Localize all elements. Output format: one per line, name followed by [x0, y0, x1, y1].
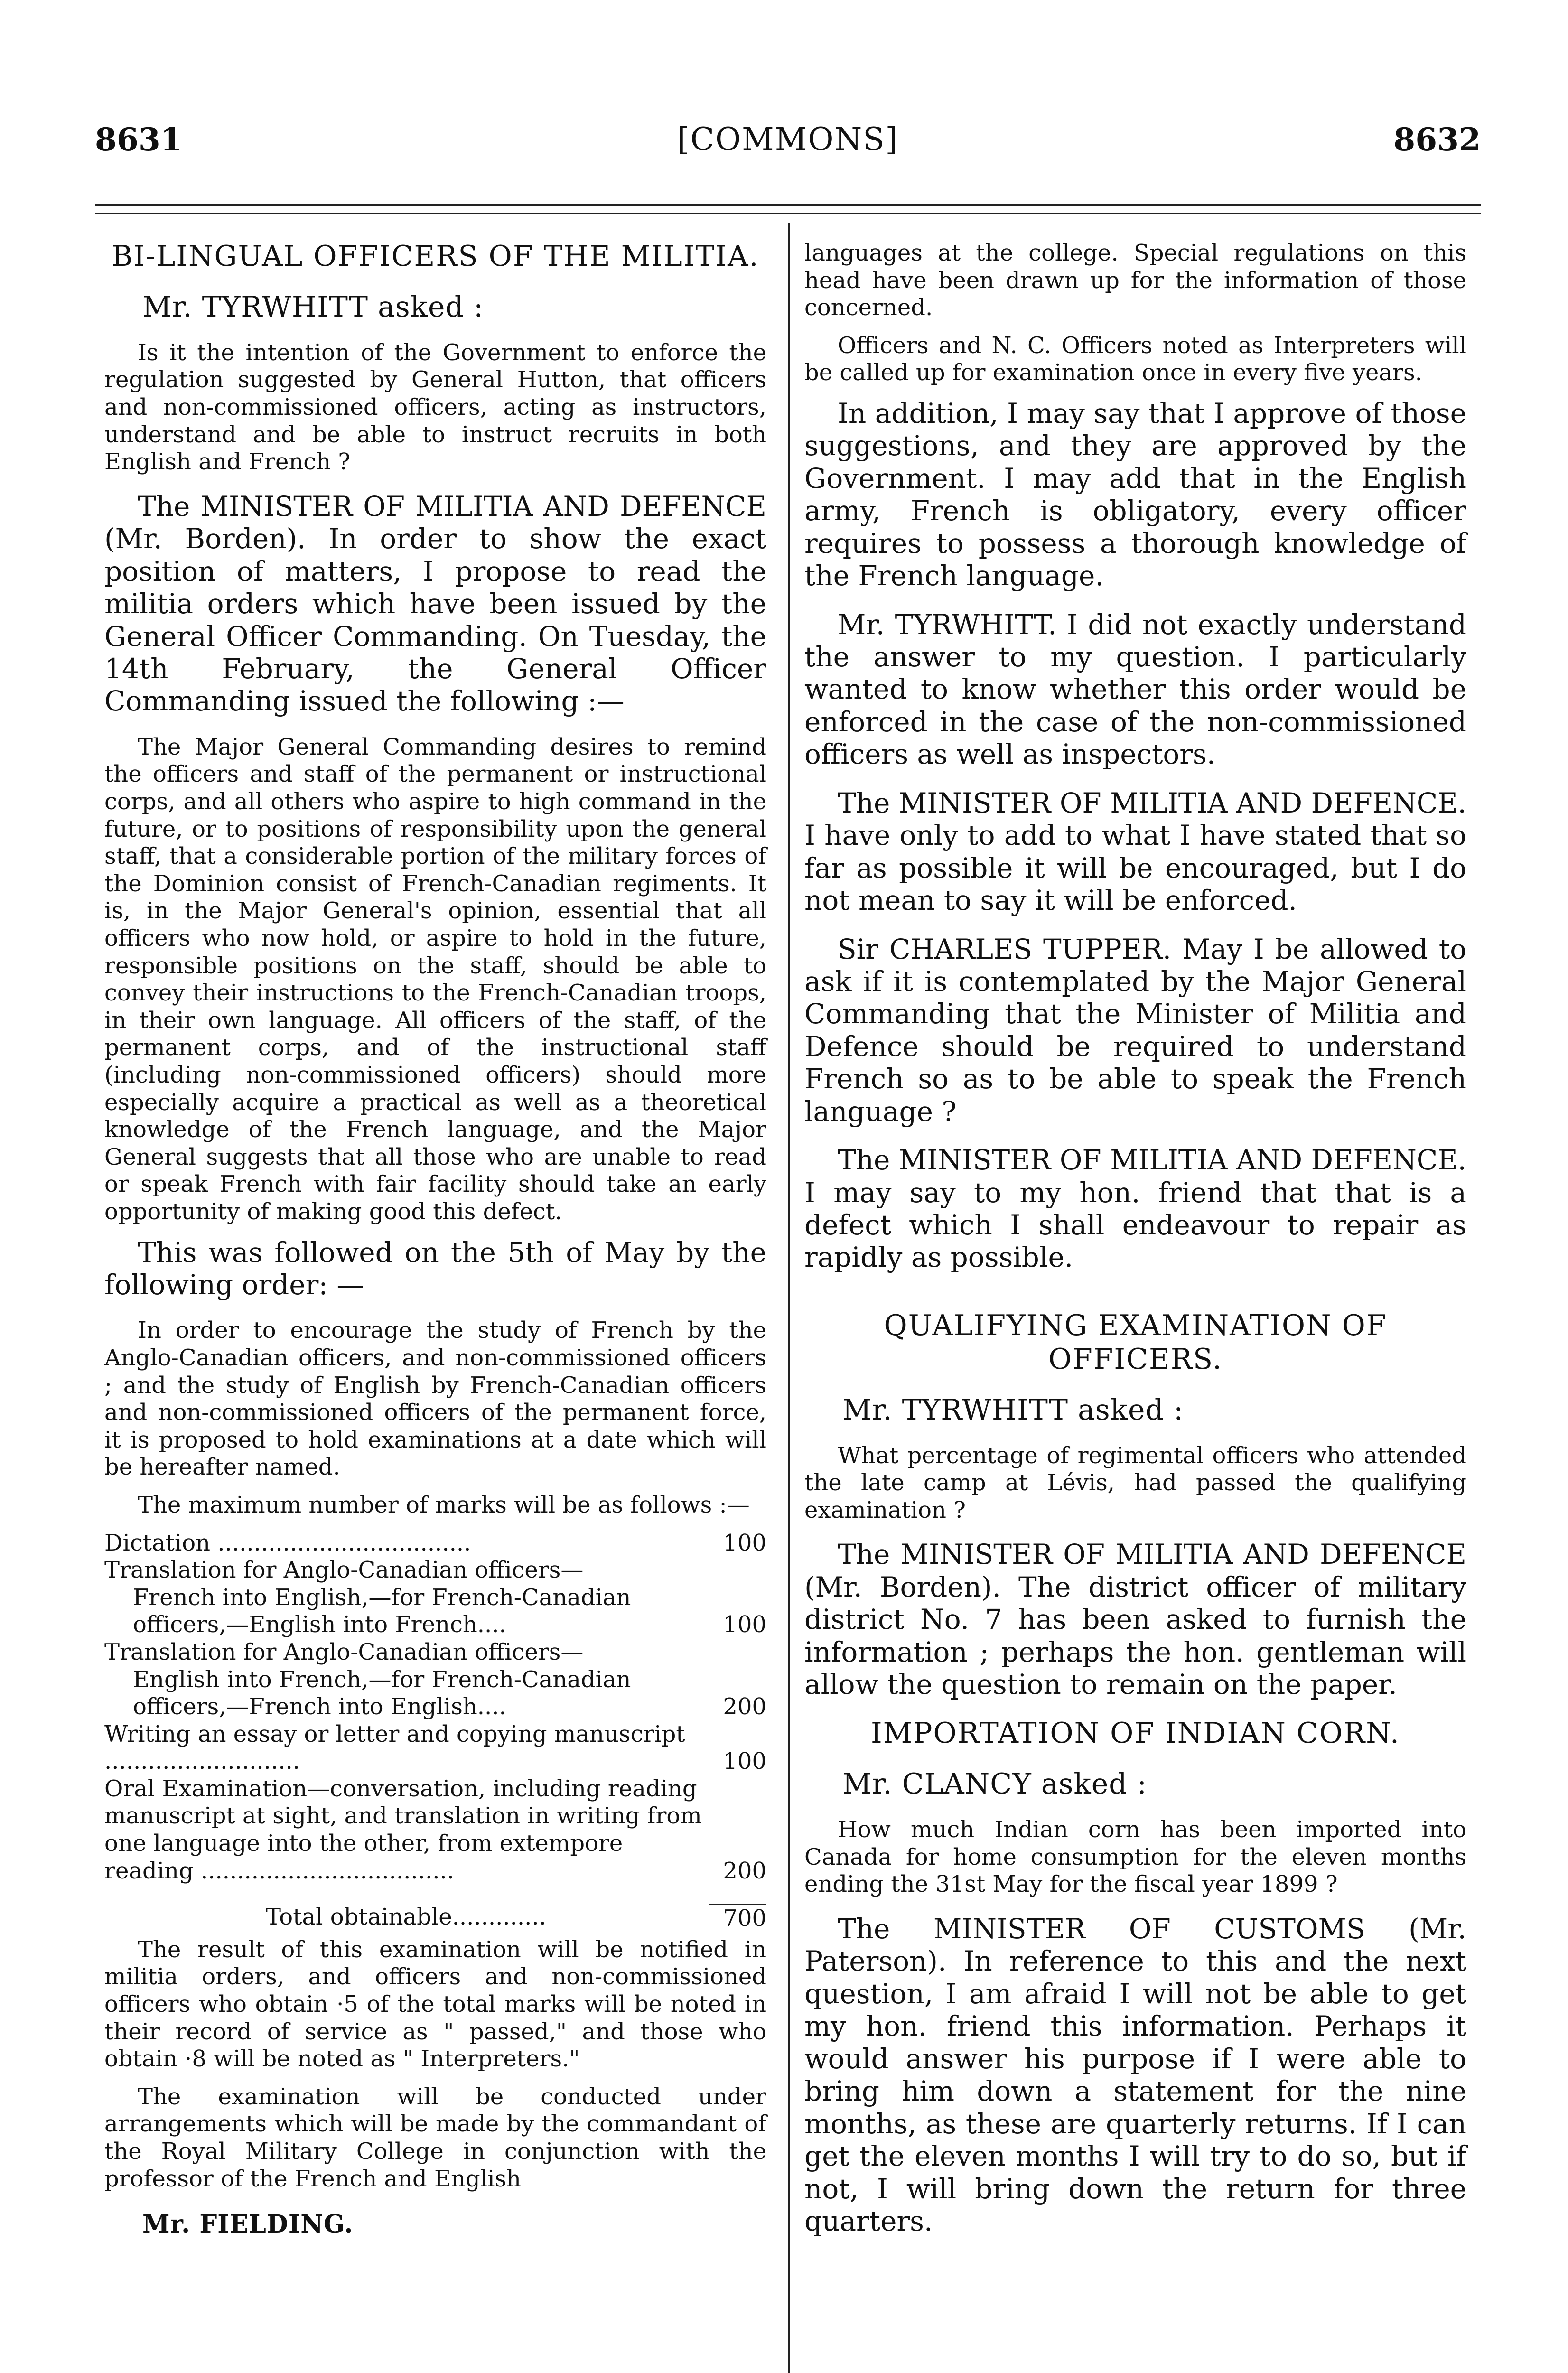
quoted-order-2: In order to encourage the study of French by the Anglo-Canadian officers, and non-commissioned officers ; and the study of English by French-Canadian officers and non-commissioned officers of the permanent force, it is proposed to hold examinations at a date which will be hereafter named.	[104, 1317, 766, 1481]
marks-value: 100	[723, 1529, 766, 1556]
question-text: Is it the intention of the Government to enforce the regulation suggested by General Hutton, that officers and non-commissioned officers, acting as instructors, understand and be able to instruct recruits in both English and French ?	[104, 339, 766, 476]
total-label: Total obtainable.............	[266, 1904, 546, 1931]
quoted-order-continued: languages at the college. Special regulations on this head have been drawn up for the information of those concerned.	[804, 240, 1466, 321]
answer-paragraph: This was followed on the 5th of May by the following order: —	[104, 1236, 766, 1301]
section-heading-indian-corn: IMPORTATION OF INDIAN CORN.	[871, 1717, 1400, 1750]
speaker-name: Mr. FIELDING.	[142, 2210, 354, 2239]
asker-line: Mr. TYRWHITT asked :	[142, 290, 484, 324]
marks-label: Oral Examination—conversation, including reading manuscript at sight, and translation in writing from one language into the other, from extempore reading ...................................	[104, 1775, 702, 1884]
quoted-order-1: The Major General Commanding desires to remind the officers and staff of the permanent or instructional corps, and all others who aspire to high command in the future, or to positions of responsibility upon the general staff, that a considerable portion of the military forces of the Dominion consist of French-Canadian regiments. It is, in the Major General's opinion, essential that all officers who now hold, or aspire to hold in the future, responsible positions on the staff, should be able to convey their instructions to the French-Canadian troops, in their own language. All officers of the staff, of the permanent corps, and of the instructional staff (including non-commissioned officers) should more especially acquire a practical as well as a theoretical knowledge of the French language, and the Major General suggests that all those who are unable to read or speak French with fair facility should take an early opportunity of making good this defect.	[104, 733, 766, 1225]
page-header	[95, 121, 1481, 173]
header-rule-bottom	[95, 213, 1481, 214]
speech-paragraph: The MINISTER OF MILITIA AND DEFENCE (Mr. Borden). The district officer of military district No. 7 has been asked to furnish the information ; perhaps the hon. gentleman will allow the question to remain on the paper.	[804, 1538, 1466, 1701]
asker-line: Mr. CLANCY asked :	[842, 1767, 1147, 1801]
asker-line: Mr. TYRWHITT asked :	[842, 1393, 1184, 1427]
marks-row	[104, 1530, 766, 1557]
marks-value: 100	[723, 1611, 766, 1638]
quoted-order-continued-2: Officers and N. C. Officers noted as Interpreters will be called up for examination once in every five years.	[804, 332, 1466, 386]
marks-label: Translation for Anglo-Canadian officers—	[104, 1557, 584, 1584]
running-title: [COMMONS]	[677, 121, 899, 158]
page-number-right: 8632	[1393, 121, 1481, 158]
marks-row	[104, 1584, 766, 1639]
marks-table	[104, 1530, 766, 1885]
quoted-order-4: The result of this examination will be notified in militia orders, and officers and non-commissioned officers who obtain ·5 of the total marks will be noted in their record of service as " passed," and those who obtain ·8 will be noted as " Interpreters."	[104, 1936, 766, 2073]
marks-label: French into English,—for French-Canadian officers,—English into French....	[133, 1584, 631, 1638]
marks-value: 100	[723, 1748, 766, 1775]
page-number-left: 8631	[95, 121, 182, 158]
header-rule-top	[95, 204, 1481, 206]
question-text: How much Indian corn has been imported into Canada for home consumption for the eleven months ending the 31st May for the fiscal year 1899 ?	[804, 1816, 1466, 1898]
speech-paragraph: The MINISTER OF CUSTOMS (Mr. Paterson). In reference to this and the next question, I am afraid I will not be able to get my hon. friend this information. Perhaps it would answer his purpose if I were able to bring him down a statement for the nine months, as these are quarterly returns. If I can get the eleven months I will try to do so, but if not, I will bring down the return for three quarters.	[804, 1913, 1466, 2237]
column-divider	[788, 223, 790, 2373]
right-column	[804, 240, 1466, 2253]
speech-paragraph: Mr. TYRWHITT. I did not exactly understand the answer to my question. I particularly wanted to know whether this order would be enforced in the case of the non-commissioned officers as well as inspectors.	[804, 608, 1466, 771]
total-value: 700	[709, 1904, 766, 1933]
marks-row	[104, 1721, 766, 1775]
answer-paragraph: In addition, I may say that I approve of those suggestions, and they are approved by the Government. I may add that in the English army, French is obligatory, every officer requires to possess a thorough knowledge of the French language.	[804, 397, 1466, 592]
speech-paragraph: The MINISTER OF MILITIA AND DEFENCE. I have only to add to what I have stated that so far as possible it will be encouraged, but I do not mean to say it will be enforced.	[804, 786, 1466, 917]
marks-row	[104, 1666, 766, 1721]
quoted-order-3: The maximum number of marks will be as follows :—	[138, 1491, 750, 1518]
marks-label: English into French,—for French-Canadian officers,—French into English....	[133, 1666, 631, 1720]
marks-row	[104, 1775, 766, 1885]
marks-label: Writing an essay or letter and copying manuscript ...........................	[104, 1720, 685, 1775]
marks-row	[104, 1639, 766, 1666]
quoted-order-5: The examination will be conducted under arrangements which will be made by the commandant of the Royal Military College in conjunction with the professor of the French and English	[104, 2083, 766, 2192]
marks-value: 200	[723, 1857, 766, 1884]
marks-label: Dictation ...................................	[104, 1529, 471, 1556]
marks-row	[104, 1557, 766, 1584]
left-column	[104, 240, 766, 2240]
speech-paragraph: The MINISTER OF MILITIA AND DEFENCE. I may say to my hon. friend that that is a defect which I shall endeavour to repair as rapidly as possible.	[804, 1144, 1466, 1274]
marks-total-row	[104, 1904, 766, 1933]
section-heading-qualifying: QUALIFYING EXAMINATION OF OFFICERS.	[884, 1308, 1387, 1376]
marks-label: Translation for Anglo-Canadian officers—	[104, 1638, 584, 1665]
answer-paragraph: The MINISTER OF MILITIA AND DEFENCE (Mr. Borden). In order to show the exact position of matters, I propose to read the militia orders which have been issued by the General Officer Commanding. On Tuesday, the 14th February, the General Officer Commanding issued the following :—	[104, 490, 766, 718]
section-heading-bilingual: BI-LINGUAL OFFICERS OF THE MILITIA.	[112, 240, 759, 273]
question-text: What percentage of regimental officers who attended the late camp at Lévis, had passed the qualifying examination ?	[804, 1442, 1466, 1523]
speech-paragraph: Sir CHARLES TUPPER. May I be allowed to ask if it is contemplated by the Major General Commanding that the Minister of Militia and Defence should be required to understand French so as to be able to speak the French language ?	[804, 933, 1466, 1128]
marks-value: 200	[723, 1693, 766, 1720]
